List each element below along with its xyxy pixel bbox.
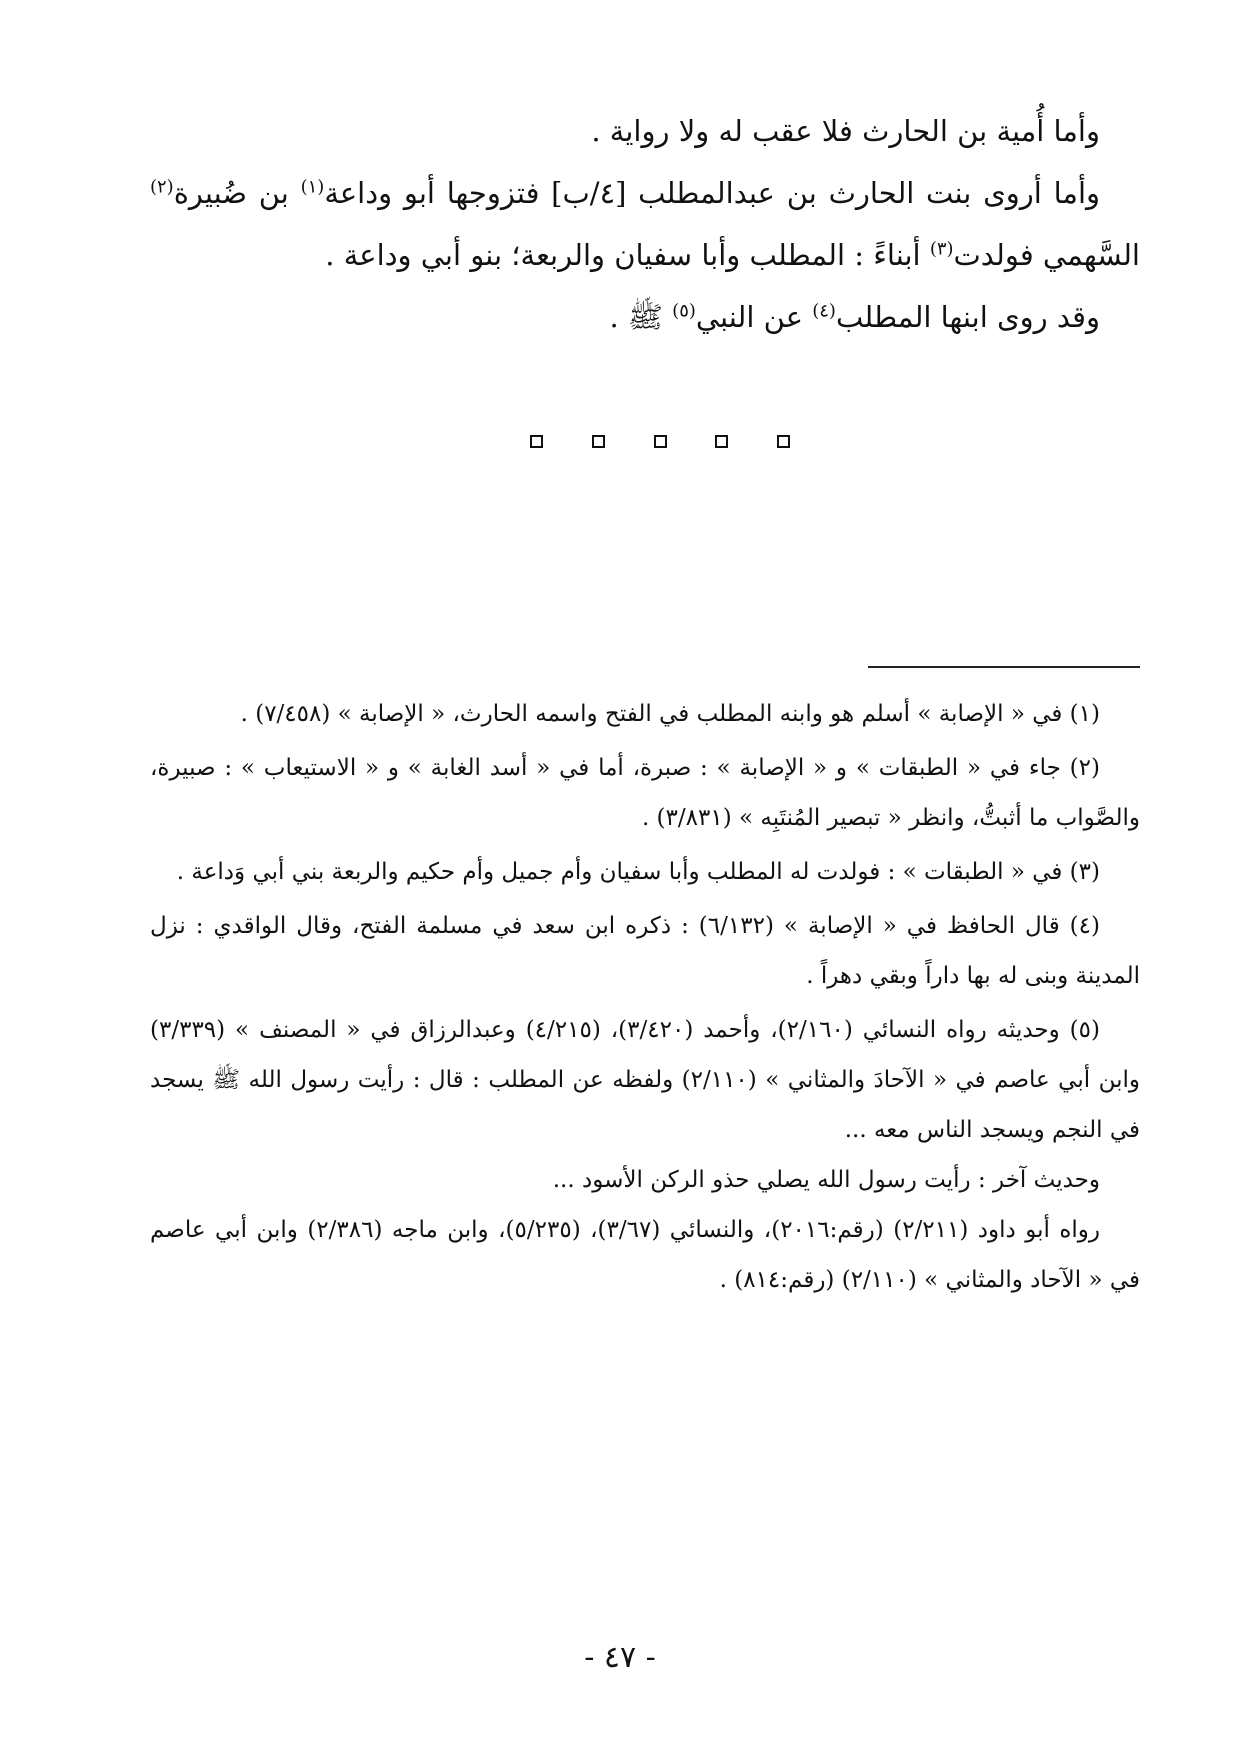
page-number: - ٤٧ -	[584, 1640, 656, 1675]
text-run: أبناءً : المطلب وأبا سفيان والربعة؛ بنو أبي وداعة .	[325, 238, 921, 272]
text-run: وأما أُمية بن الحارث فلا عقب له ولا رواية .	[591, 114, 1100, 148]
divider-square	[530, 435, 543, 448]
text-run: بن ضُبيرة	[173, 176, 289, 210]
footnote-1: (١) في « الإصابة » أسلم هو وابنه المطلب في الفتح واسمه الحارث، « الإصابة » (٧/٤٥٨) .	[240, 701, 1100, 727]
footnote-separator	[868, 666, 1140, 668]
footnote-5-continued: وحديث آخر : رأيت رسول الله يصلي حذو الركن الأسود ...	[552, 1167, 1100, 1193]
footnotes	[150, 685, 1140, 1305]
text-run: ﷺ .	[609, 300, 663, 334]
footnote-4: (٤) قال الحافظ في « الإصابة » (٦/١٣٢) : ذكره ابن سعد في مسلمة الفتح، وقال الواقدي : نزل المدينة وبنى له بها داراً وبقي دهراً .	[150, 913, 1140, 989]
paragraph-narration	[150, 286, 1140, 348]
text-run: وأما أروى بنت الحارث بن عبدالمطلب [٤/ب] فتزوجها أبو وداعة	[324, 176, 1101, 210]
footnote-marker-3: (٣)	[929, 238, 954, 260]
footnote-3: (٣) في « الطبقات » : فولدت له المطلب وأبا سفيان وأم جميل وأم حكيم والربعة بني أبي وَداعة .	[176, 859, 1100, 885]
text-run: السَّهمي فولدت	[953, 238, 1140, 272]
divider-square	[654, 435, 667, 448]
footnote-5-sources: رواه أبو داود (٢/٢١١) (رقم:٢٠١٦)، والنسائي (٣/٦٧)، (٥/٢٣٥)، وابن ماجه (٢/٣٨٦) وابن أبي عاصم في « الآحاد والمثاني » (٢/١١٠) (رقم:٨١٤) .	[150, 1217, 1140, 1293]
divider-square	[715, 435, 728, 448]
footnote-marker-1: (١)	[300, 176, 325, 198]
section-divider	[530, 430, 790, 452]
footnote-5: (٥) وحديثه رواه النسائي (٢/١٦٠)، وأحمد (٣/٤٢٠)، (٤/٢١٥) وعبدالرزاق في « المصنف » (٣/٣٣٩) وابن أبي عاصم في « الآحادَ والمثاني » (٢/١١٠) ولفظه عن المطلب : قال : رأيت رسول الله ﷺ يسجد في النجم ويسجد الناس معه ...	[150, 1017, 1140, 1143]
footnote-marker-2: (٢)	[150, 176, 174, 198]
footnote-marker-4: (٤)	[812, 300, 836, 322]
paragraph-umayya	[150, 100, 1140, 162]
footnote-2: (٢) جاء في « الطبقات » و « الإصابة » : صبرة، أما في « أسد الغابة » و « الاستيعاب » : صبيرة، والصَّواب ما أثبتُّ، وانظر « تبصير المُنتَبِه » (٣/٨٣١) .	[150, 755, 1140, 831]
divider-square	[592, 435, 605, 448]
paragraph-arwa	[150, 162, 1140, 286]
text-run: وقد روى ابنها المطلب	[835, 300, 1100, 334]
footnote-marker-5: (٥)	[672, 300, 696, 322]
text-run: عن النبي	[695, 300, 804, 334]
divider-square	[777, 435, 790, 448]
main-text	[150, 100, 1140, 348]
